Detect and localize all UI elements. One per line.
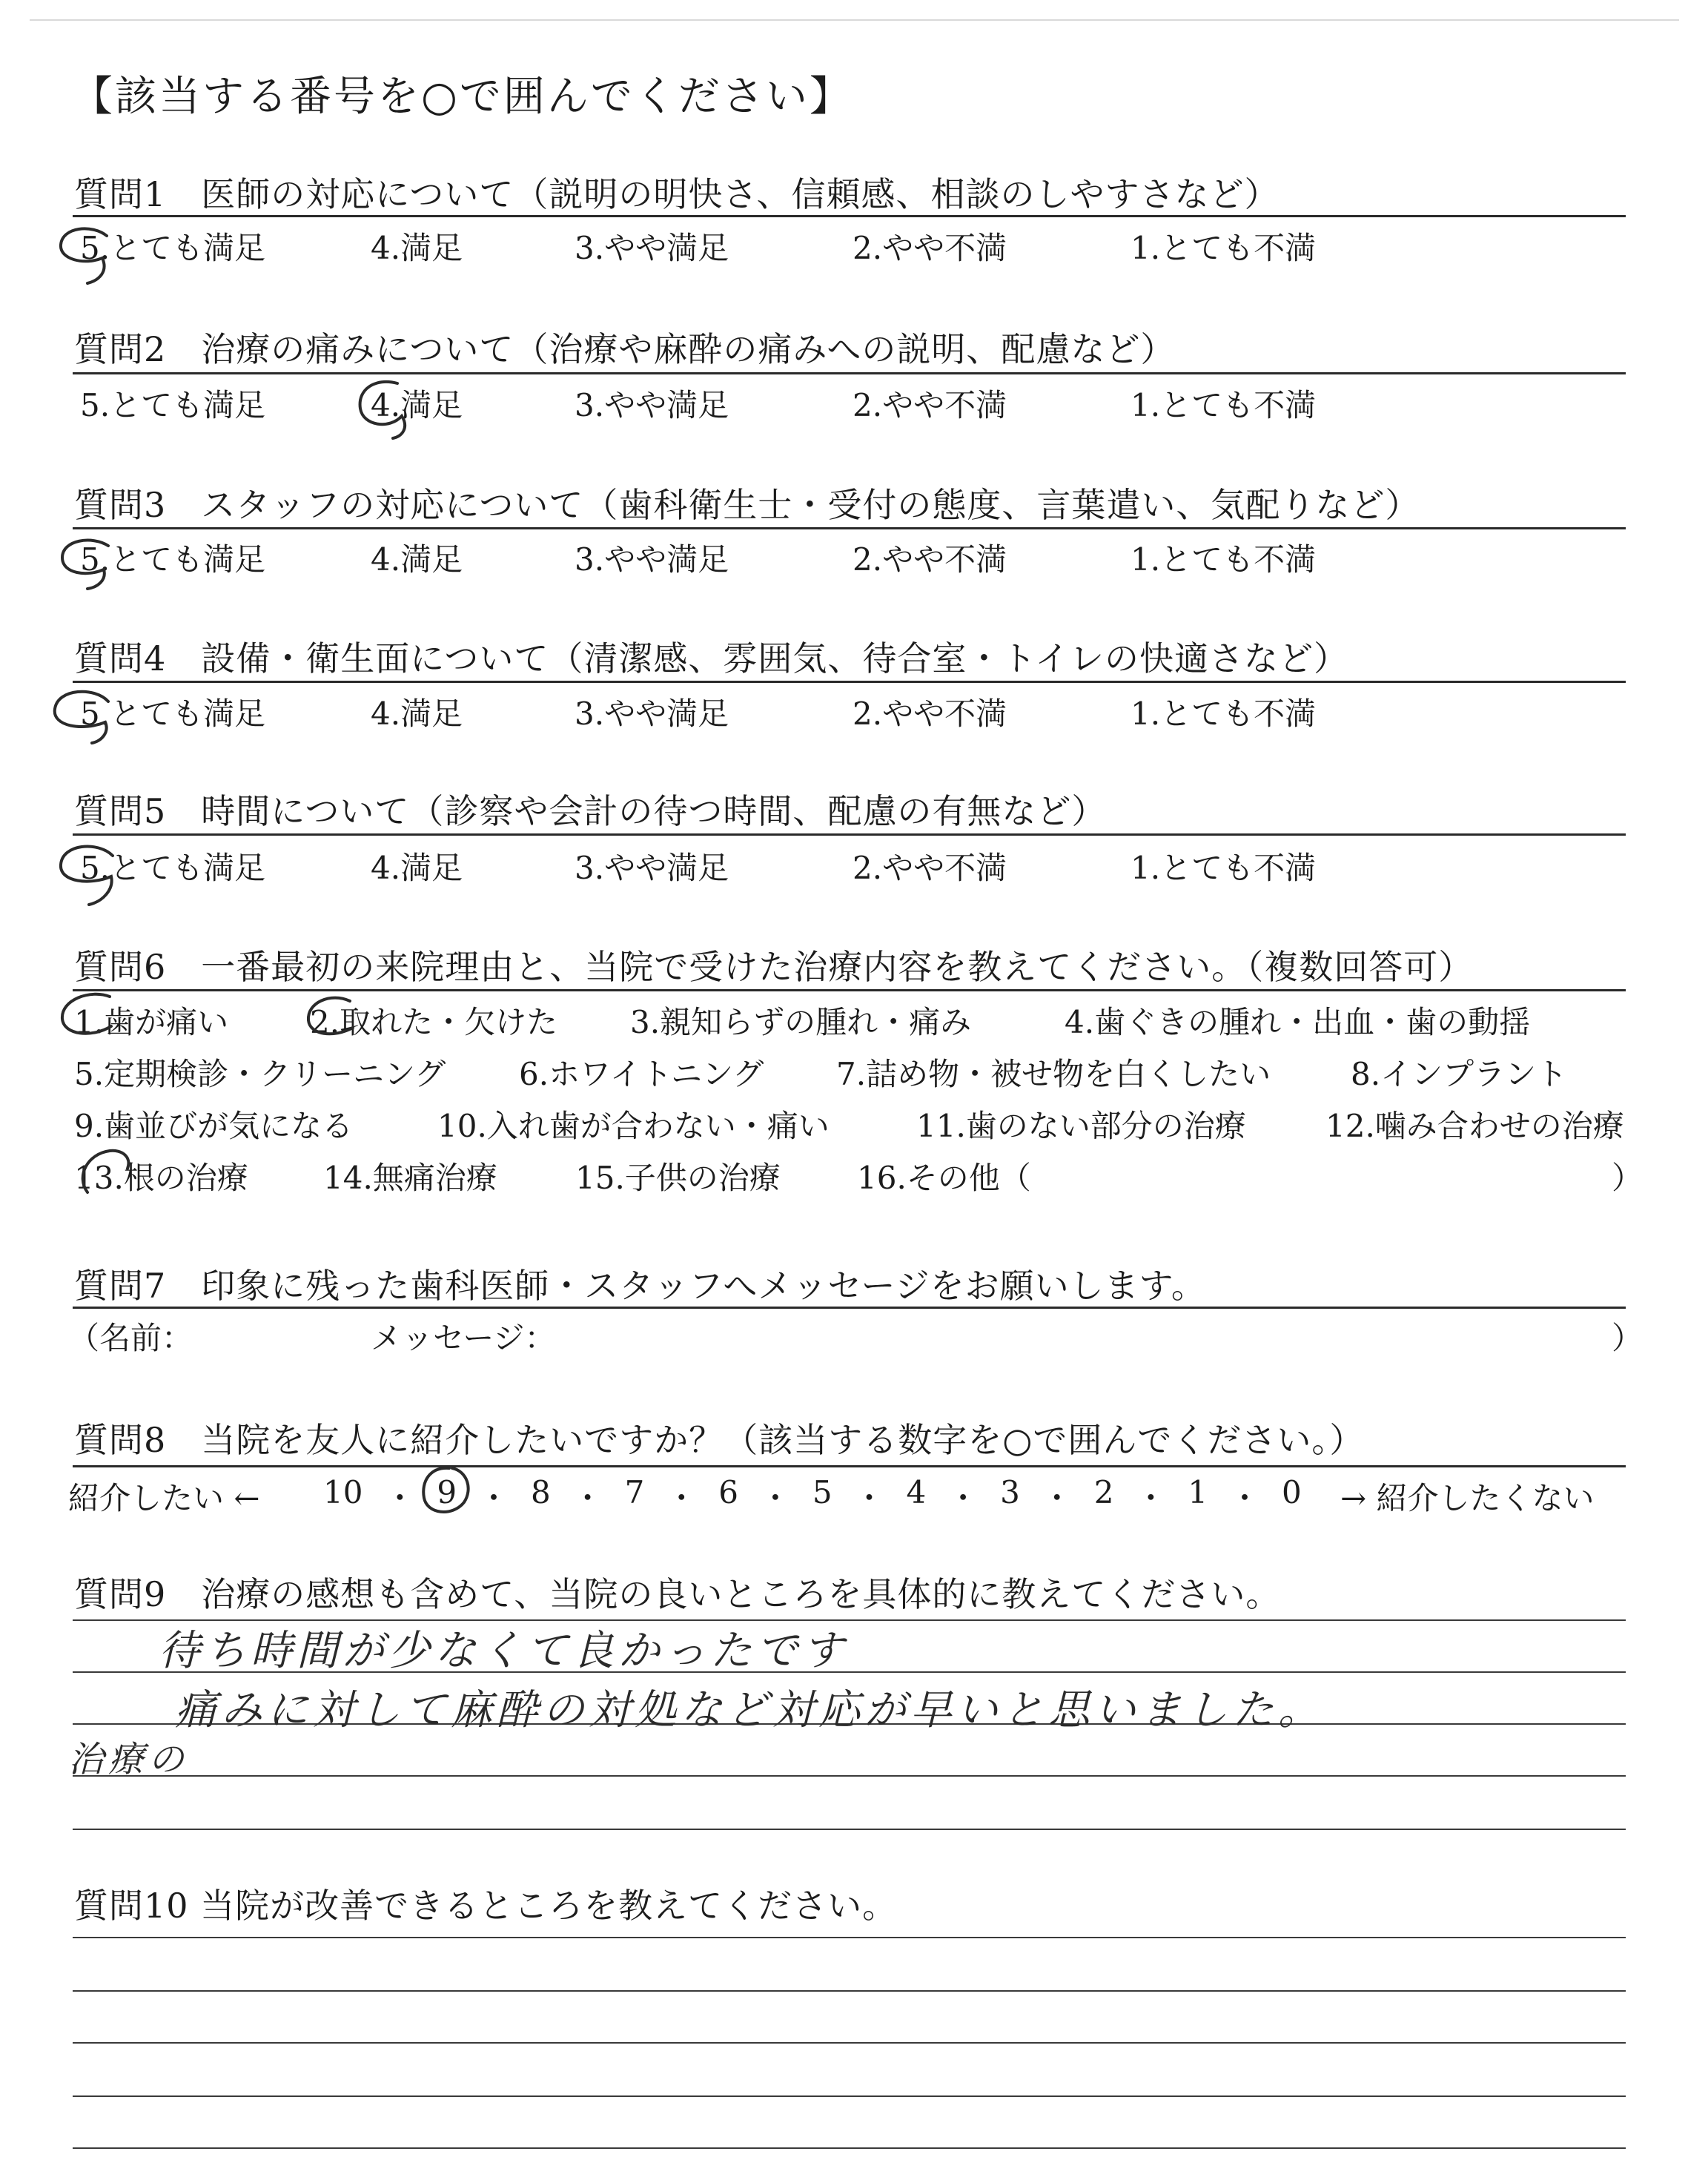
q4-option-3[interactable]: 3.やや満足 — [575, 696, 729, 732]
q1-rule — [73, 215, 1626, 217]
q5-option-2[interactable]: 2.やや不満 — [853, 850, 1007, 886]
q6-option-6[interactable]: 6.ホワイトニング — [519, 1056, 764, 1092]
q6-other-close-paren: ） — [1612, 1160, 1644, 1196]
q6-option-12[interactable]: 12.噛み合わせの治療 — [1325, 1108, 1624, 1144]
q6-selection-circle-2 — [297, 992, 378, 1054]
q1-heading: 質問1 医師の対応について（説明の明快さ、信頼感、相談のしやすさなど） — [74, 174, 1280, 214]
q4-option-2[interactable]: 2.やや不満 — [853, 696, 1007, 732]
q8-dot: ・ — [666, 1480, 698, 1516]
q7-name-label: （名前： — [68, 1320, 193, 1356]
q3-option-2[interactable]: 2.やや不満 — [853, 541, 1007, 578]
q2-heading: 質問2 治療の痛みについて（治療や麻酔の痛みへの説明、配慮など） — [74, 329, 1176, 369]
q8-scale-9[interactable]: 9 — [437, 1474, 457, 1510]
q5-rule — [73, 833, 1626, 836]
q7-rule — [73, 1307, 1626, 1309]
q8-scale-0[interactable]: 0 — [1281, 1474, 1302, 1510]
q6-option-10[interactable]: 10.入れ歯が合わない・痛い — [437, 1108, 830, 1144]
q3-option-4[interactable]: 4.満足 — [371, 541, 463, 578]
q8-scale-1[interactable]: 1 — [1188, 1474, 1208, 1510]
q2-option-1[interactable]: 1.とても不満 — [1131, 387, 1317, 423]
q8-dot: ・ — [1135, 1480, 1167, 1516]
q10-line-2 — [73, 1990, 1626, 1992]
q3-option-1[interactable]: 1.とても不満 — [1131, 541, 1317, 578]
q8-scale-6[interactable]: 6 — [718, 1474, 738, 1510]
q6-option-8[interactable]: 8.インプラント — [1351, 1056, 1568, 1092]
page-title: 【該当する番号を○で囲んでください】 — [71, 73, 853, 121]
q2-rule — [73, 372, 1626, 374]
q4-option-5[interactable]: 5.とても満足 — [80, 696, 266, 732]
q6-option-14[interactable]: 14.無痛治療 — [323, 1160, 497, 1196]
q8-scale-2[interactable]: 2 — [1093, 1474, 1114, 1510]
q10-line-5 — [73, 2147, 1626, 2149]
q3-option-3[interactable]: 3.やや満足 — [575, 541, 729, 578]
q4-selection-circle — [46, 682, 128, 752]
q10-line-3 — [73, 2042, 1626, 2044]
q4-option-1[interactable]: 1.とても不満 — [1131, 696, 1317, 732]
q6-option-3[interactable]: 3.親知らずの腫れ・痛み — [630, 1004, 972, 1040]
q5-option-5[interactable]: 5.とても満足 — [80, 850, 266, 886]
q1-option-2[interactable]: 2.やや不満 — [853, 230, 1007, 266]
q6-option-1[interactable]: 1.歯が痛い — [74, 1004, 229, 1040]
q7-close-paren: ） — [1612, 1320, 1644, 1356]
q6-option-4[interactable]: 4.歯ぐきの腫れ・出血・歯の動揺 — [1065, 1004, 1531, 1040]
q1-option-4[interactable]: 4.満足 — [371, 230, 463, 266]
q7-heading: 質問7 印象に残った歯科医師・スタッフへメッセージをお願いします。 — [74, 1266, 1206, 1306]
q6-option-2[interactable]: 2.取れた・欠けた — [310, 1004, 558, 1040]
q8-dot: ・ — [384, 1480, 416, 1516]
q8-dot: ・ — [947, 1480, 979, 1516]
q2-option-5[interactable]: 5.とても満足 — [80, 387, 266, 423]
q8-dot: ・ — [853, 1480, 885, 1516]
q1-option-5[interactable]: 5.とても満足 — [80, 230, 266, 266]
q8-selection-circle — [415, 1464, 482, 1526]
q5-option-4[interactable]: 4.満足 — [371, 850, 463, 886]
q6-rule — [73, 989, 1626, 991]
q6-option-15[interactable]: 15.子供の治療 — [575, 1160, 781, 1196]
q8-dot: ・ — [759, 1480, 791, 1516]
q3-selection-circle — [55, 531, 129, 601]
q8-dot: ・ — [1041, 1480, 1073, 1516]
q3-rule — [73, 527, 1626, 529]
q8-dot: ・ — [572, 1480, 603, 1516]
q4-heading: 質問4 設備・衛生面について（清潔感、雰囲気、待合室・トイレの快適さなど） — [74, 638, 1349, 678]
q2-option-3[interactable]: 3.やや満足 — [575, 387, 729, 423]
q6-option-11[interactable]: 11.歯のない部分の治療 — [916, 1108, 1246, 1144]
q6-option-9[interactable]: 9.歯並びが気になる — [74, 1108, 354, 1144]
q3-heading: 質問3 スタッフの対応について（歯科衛生士・受付の態度、言葉遣い、気配りなど） — [74, 485, 1420, 525]
q5-option-1[interactable]: 1.とても不満 — [1131, 850, 1317, 886]
q8-right-label: → 紹介したくない — [1340, 1480, 1595, 1516]
q2-option-2[interactable]: 2.やや不満 — [853, 387, 1007, 423]
q5-option-3[interactable]: 3.やや満足 — [575, 850, 729, 886]
q8-heading: 質問8 当院を友人に紹介したいですか？（該当する数字を○で囲んでください。） — [74, 1420, 1365, 1460]
top-border — [30, 19, 1679, 21]
q10-line-4 — [73, 2095, 1626, 2097]
q8-left-label: 紹介したい ← — [68, 1480, 260, 1516]
q6-option-13[interactable]: 13.根の治療 — [74, 1160, 248, 1196]
q9-handwritten-line-3: 治療の — [68, 1739, 189, 1780]
q2-option-4[interactable]: 4.満足 — [371, 387, 463, 423]
q8-scale-8[interactable]: 8 — [530, 1474, 551, 1510]
q8-scale-7[interactable]: 7 — [624, 1474, 645, 1510]
q8-scale-3[interactable]: 3 — [1000, 1474, 1020, 1510]
q6-selection-circle-1 — [53, 989, 135, 1051]
q6-option-5[interactable]: 5.定期検診・クリーニング — [74, 1056, 446, 1092]
q1-option-3[interactable]: 3.やや満足 — [575, 230, 729, 266]
q8-scale-5[interactable]: 5 — [812, 1474, 833, 1510]
q6-heading: 質問6 一番最初の来院理由と、当院で受けた治療内容を教えてください。（複数回答可） — [74, 947, 1474, 987]
q8-rule — [73, 1465, 1626, 1467]
q9-handwritten-line-2: 痛みに対して麻酔の対処など対応が早いと思いました。 — [175, 1686, 1324, 1734]
q3-option-5[interactable]: 5.とても満足 — [80, 541, 266, 578]
q8-dot: ・ — [1229, 1480, 1261, 1516]
q10-heading: 質問10 当院が改善できるところを教えてください。 — [74, 1886, 898, 1926]
q9-line-4 — [73, 1775, 1626, 1777]
q9-heading: 質問9 治療の感想も含めて、当院の良いところを具体的に教えてください。 — [74, 1574, 1281, 1614]
q6-option-7[interactable]: 7.詰め物・被せ物を白くしたい — [836, 1056, 1271, 1092]
q7-message-label: メッセージ： — [371, 1320, 556, 1356]
q4-option-4[interactable]: 4.満足 — [371, 696, 463, 732]
q8-scale-10[interactable]: 10 — [323, 1474, 363, 1510]
q9-line-5 — [73, 1829, 1626, 1830]
q8-scale-4[interactable]: 4 — [906, 1474, 927, 1510]
q1-selection-circle — [55, 219, 129, 289]
q5-heading: 質問5 時間について（診察や会計の待つ時間、配慮の有無など） — [74, 791, 1107, 831]
q2-selection-circle — [353, 374, 427, 444]
q10-line-1 — [73, 1937, 1626, 1938]
q1-option-1[interactable]: 1.とても不満 — [1131, 230, 1317, 266]
q8-dot: ・ — [478, 1480, 510, 1516]
q9-handwritten-line-1: 待ち時間が少なくて良かったです — [159, 1627, 848, 1675]
q5-selection-circle — [52, 836, 133, 914]
q6-selection-circle-13 — [65, 1146, 147, 1209]
q6-option-16[interactable]: 16.その他（ — [857, 1160, 1031, 1196]
q4-rule — [73, 681, 1626, 683]
